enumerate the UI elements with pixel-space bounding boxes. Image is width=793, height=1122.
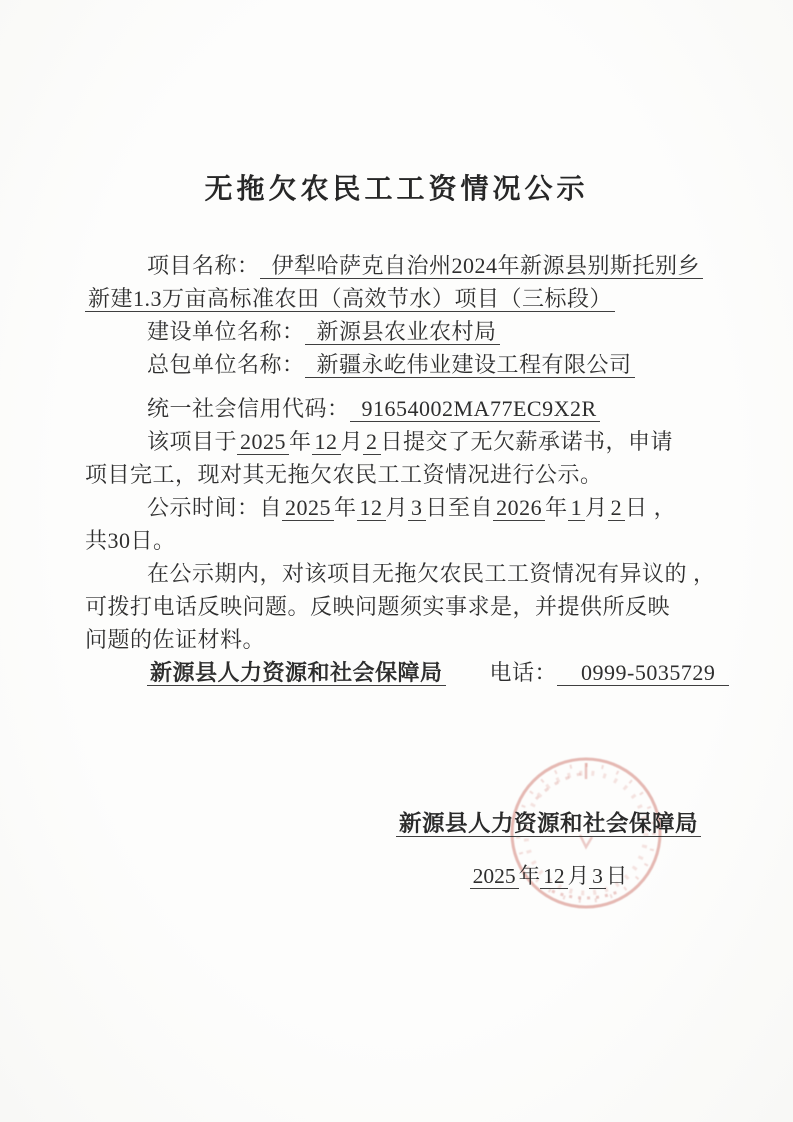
project-name-label: 项目名称：	[147, 253, 260, 278]
credit-code-value: 91654002MA77EC9X2R	[350, 396, 600, 422]
publicity-start-month-unit: 月	[385, 495, 409, 520]
submission-line2-text: 项目完工，现对其无拖欠农民工工资情况进行公示。	[85, 462, 603, 487]
objection-line-1	[85, 557, 723, 590]
submission-year: 2025	[237, 429, 289, 455]
signature-block	[396, 806, 701, 890]
project-name-line-2	[85, 282, 723, 315]
publicity-prefix: 公示时间：自	[147, 495, 283, 520]
builder-label: 建设单位名称：	[147, 319, 305, 344]
project-name-value-part1: 伊犁哈萨克自治州2024年新源县别斯托别乡	[260, 253, 704, 279]
signing-date-day-unit: 日	[605, 864, 628, 888]
submission-line-1	[85, 425, 723, 458]
project-name-line-1	[85, 249, 723, 282]
objection-text-1: 在公示期内，对该项目无拖欠农民工工资情况有异议的 ，	[147, 561, 716, 586]
objection-line-2	[85, 590, 723, 623]
submission-year-unit: 年	[289, 429, 312, 454]
objection-text-3: 问题的佐证材料。	[85, 627, 266, 652]
page-title: 无拖欠农民工工资情况公示	[204, 174, 589, 205]
signing-date-month-unit: 月	[567, 864, 590, 888]
contact-bureau: 新源县人力资源和社会保障局	[147, 660, 446, 686]
publicity-start-day: 3	[408, 495, 426, 521]
publicity-duration: 共30日。	[85, 528, 176, 553]
publicity-end-year-unit: 年	[545, 495, 568, 520]
contractor-label: 总包单位名称：	[147, 352, 305, 377]
publicity-end-year: 2026	[493, 495, 545, 521]
objection-text-2: 可拨打电话反映问题。反映问题须实事求是，并提供所反映	[85, 594, 671, 619]
publicity-line-1	[85, 491, 723, 524]
signing-bureau-name: 新源县人力资源和社会保障局	[396, 811, 701, 837]
submission-line-2	[85, 458, 723, 491]
contact-line	[85, 656, 723, 689]
publicity-mid: 日至自	[425, 495, 494, 520]
contact-phone-label: 电话：	[489, 660, 558, 685]
publicity-suffix: 日 ，	[625, 495, 677, 520]
publicity-end-day: 2	[608, 495, 626, 521]
publicity-start-year: 2025	[282, 495, 334, 521]
builder-line	[85, 315, 723, 348]
contact-phone-value: 0999-5035729	[557, 660, 729, 686]
publicity-line-2	[85, 524, 723, 557]
signing-date-year-unit: 年	[518, 864, 541, 888]
submission-day: 2	[363, 429, 381, 455]
signing-date-line	[396, 859, 701, 890]
contractor-value: 新疆永屹伟业建设工程有限公司	[305, 352, 635, 378]
publicity-start-month: 12	[357, 495, 386, 521]
submission-month: 12	[312, 429, 341, 455]
signing-date-year: 2025	[470, 864, 519, 889]
contractor-line	[85, 348, 723, 381]
submission-month-unit: 月	[340, 429, 364, 454]
submission-prefix: 该项目于	[147, 429, 238, 454]
publicity-start-year-unit: 年	[334, 495, 357, 520]
signing-bureau-line	[396, 806, 701, 838]
publicity-end-month-unit: 月	[585, 495, 608, 520]
credit-code-line	[85, 392, 723, 425]
builder-value: 新源县农业农村局	[305, 319, 500, 345]
objection-line-3	[85, 623, 723, 656]
credit-code-label: 统一社会信用代码：	[147, 396, 350, 421]
signing-date-month: 12	[540, 864, 568, 889]
project-name-value-part2: 新建1.3万亩高标准农田（高效节水）项目（三标段）	[85, 286, 615, 312]
document-body	[0, 207, 793, 689]
publicity-end-month: 1	[568, 495, 586, 521]
submission-suffix: 日提交了无欠薪承诺书，申请	[380, 429, 674, 454]
signing-date-day: 3	[589, 864, 606, 889]
